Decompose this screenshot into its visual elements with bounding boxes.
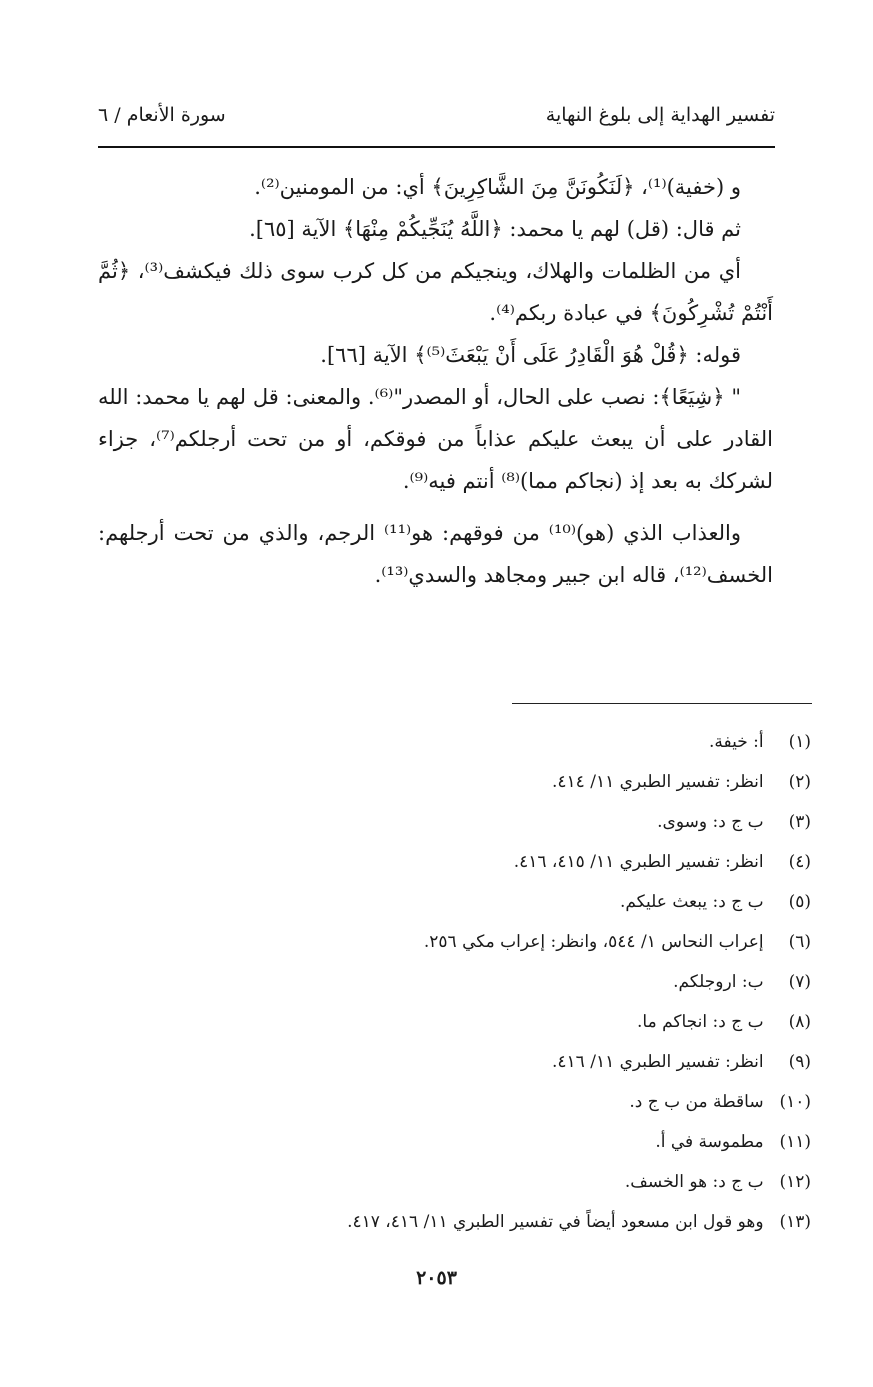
paragraph: قوله: ﴿قُلْ هُوَ الْقَادِرُ عَلَى أَنْ يَبْعَثَ⁽⁵⁾﴾ الآية [٦٦]. (320, 343, 741, 367)
header-rule (98, 146, 775, 148)
footnote-number: (٥) (788, 892, 811, 912)
footnote-text: مطموسة في أ. (655, 1132, 764, 1152)
footnote-separator (512, 703, 812, 704)
footnote-number: (١٠) (779, 1092, 811, 1112)
footnote-number: (٤) (788, 852, 811, 872)
footnote-text: انظر: تفسير الطبري ١١/ ٤١٦. (551, 1052, 764, 1072)
footnote (98, 1122, 811, 1162)
footnote-text: ب: اروجلكم. (673, 972, 764, 992)
footnote (98, 762, 811, 802)
paragraph: و (خفية)⁽¹⁾، ﴿لَنَكُونَنَّ مِنَ الشَّاكِرِينَ﴾ أي: من المومنين⁽²⁾. (254, 175, 741, 199)
footnote (98, 802, 811, 842)
footnote-text: وهو قول ابن مسعود أيضاً في تفسير الطبري ١١/ ٤١٦، ٤١٧. (347, 1212, 764, 1232)
footnote (98, 722, 811, 762)
footnote (98, 842, 811, 882)
footnote-number: (١٣) (779, 1212, 811, 1232)
running-header (98, 104, 775, 144)
footnote (98, 882, 811, 922)
page-number: ٢٠٥٣ (416, 1267, 457, 1289)
footnote-number: (٣) (788, 812, 811, 832)
footnote (98, 922, 811, 962)
footnote (98, 1042, 811, 1082)
footnote-number: (٢) (788, 772, 811, 792)
footnote (98, 1202, 811, 1242)
footnote-text: ب ج د: انجاكم ما. (636, 1012, 764, 1032)
paragraph: أي من الظلمات والهلاك، وينجيكم من كل كرب سوى ذلك فيكشف⁽³⁾، ﴿ثُمَّ أَنْتُمْ تُشْرِكُونَ﴾ في عبادة ربكم⁽⁴⁾. (98, 259, 773, 325)
footnote-text: ب ج د: هو الخسف. (624, 1172, 764, 1192)
paragraph: ثم قال: (قل) لهم يا محمد: ﴿اللَّهُ يُنَجِّيكُمْ مِنْهَا﴾ الآية [٦٥]. (249, 217, 741, 241)
footnote-number: (٩) (788, 1052, 811, 1072)
footnote-number: (٦) (788, 932, 811, 952)
book-title: تفسير الهداية إلى بلوغ النهاية (545, 104, 775, 126)
footnote-text: إعراب النحاس ١/ ٥٤٤، وانظر: إعراب مكي ٢٥٦. (423, 932, 764, 952)
footnote (98, 1082, 811, 1122)
footnote (98, 1002, 811, 1042)
footnote-number: (١٢) (779, 1172, 811, 1192)
footnotes-list (98, 722, 811, 1242)
footnote-text: أ: خيفة. (708, 732, 764, 752)
footnote-text: انظر: تفسير الطبري ١١/ ٤١٥، ٤١٦. (513, 852, 764, 872)
paragraph: " ﴿شِيَعًا﴾: نصب على الحال، أو المصدر"⁽⁶⁾. والمعنى: قل لهم يا محمد: الله القادر على أن يبعث عليكم عذاباً من فوقكم، أو من تحت أرجلكم⁽⁷⁾، جزاء لشركك به بعد إذ (نجاكم مما)⁽⁸⁾ أنتم فيه⁽⁹⁾. (98, 385, 773, 493)
footnote-text: ساقطة من ب ج د. (629, 1092, 764, 1112)
footnote-number: (٧) (788, 972, 811, 992)
footnote-text: ب ج د: يبعث عليكم. (619, 892, 764, 912)
paragraph: والعذاب الذي (هو)⁽¹⁰⁾ من فوقهم: هو⁽¹¹⁾ الرجم، والذي من تحت أرجلهم: الخسف⁽¹²⁾، قاله ابن جبير ومجاهد والسدي⁽¹³⁾. (98, 521, 773, 587)
footnote-text: ب ج د: وسوى. (657, 812, 764, 832)
main-text (98, 166, 773, 596)
surah-label: سورة الأنعام / ٦ (98, 104, 226, 126)
footnote-number: (١١) (779, 1132, 811, 1152)
footnote (98, 1162, 811, 1202)
footnote-number: (٨) (788, 1012, 811, 1032)
footnote-text: انظر: تفسير الطبري ١١/ ٤١٤. (551, 772, 764, 792)
footnote (98, 962, 811, 1002)
footnote-number: (١) (788, 732, 811, 752)
